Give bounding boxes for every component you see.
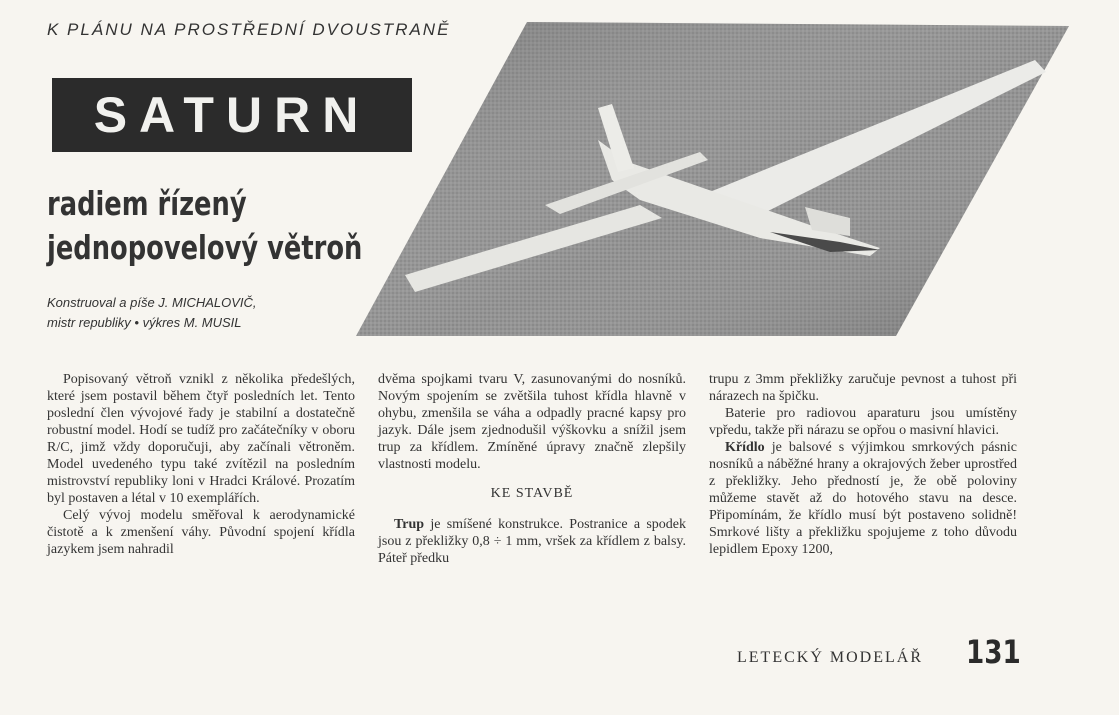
section-heading: KE STAVBĚ — [490, 486, 574, 501]
subtitle-line: jednopovelový větroň — [47, 228, 363, 267]
column-2 — [378, 371, 686, 567]
paragraph-lead: Trup — [394, 517, 425, 532]
page-number: 131 — [966, 633, 1021, 671]
paragraph — [709, 439, 1017, 558]
subtitle — [47, 182, 362, 270]
paragraph — [378, 516, 686, 567]
paragraph: trupu z 3mm překližky zaručuje pevnost a tuhost při nárazech na špičku. — [709, 372, 1017, 404]
magazine-name: LETECKÝ MODELÁŘ — [737, 649, 923, 666]
paragraph: dvěma spojkami tvaru V, zasunovanými do nosníků. Novým spojením se zvětšila tuhost křídla hlavně v ohybu, zmenšila se váha a odpadly pracné kapsy pro jazyk. Dále jsem zjednodušil výškovku a snížil jsem trup za křídlem. Zmíněné úpravy značně zlepšily vlastnosti modelu. — [378, 372, 686, 472]
credits-line: mistr republiky • výkres M. MUSIL — [47, 315, 242, 330]
paragraph: Baterie pro radiovou aparaturu jsou umístěny vpředu, takže při nárazu se opřou o masivní hlavici. — [709, 406, 1017, 438]
paragraph: Celý vývoj modelu směřoval k aerodynamické čistotě a k zmenšení váhy. Původní spojení křídla jazykem jsem nahradil — [47, 508, 355, 557]
article-title: SATURN — [93, 87, 371, 143]
paragraph-text: je smíšené konstrukce. Postranice a spodek jsou z překližky 0,8 ÷ 1 mm, vršek za křídlem z balsy. Páteř předku — [378, 517, 686, 566]
credits-line: Konstruoval a píše J. MICHALOVIČ, — [47, 295, 257, 310]
column-1 — [47, 371, 355, 558]
subtitle-line: radiem řízený — [47, 184, 247, 223]
title-banner — [52, 78, 412, 152]
kicker: K PLÁNU NA PROSTŘEDNÍ DVOUSTRANĚ — [47, 20, 451, 39]
column-3 — [709, 371, 1017, 558]
paragraph-text: je balsové s výjimkou smrkových pásnic nosníků a náběžné hrany a okrajových žeber uprostřed z překližky. Jeho předností je, že obě poloviny můžeme stavět až do hotového stavu na desce. Připomínám, že křídlo musí být postaveno solidně! Smrkové lišty a překližku spojujeme z toho důvodu lepidlem Epoxy 1200, — [709, 440, 1017, 557]
paragraph: Popisovaný větroň vznikl z několika předešlých, které jsem postavil během čtyř posledních let. Tento poslední člen vývojové řady je stabilní a dostatečně robustní model. Hodí se tudíž pro začátečníky v oboru R/C, jimž vždy doporučuji, aby začínali větroněm. Model uvedeného typu také zvítězil na posledním mistrovství republiky loni v Hradci Králové. Prozatím byl postaven a létal v 10 exemplářích. — [47, 372, 355, 506]
paragraph-lead: Křídlo — [725, 440, 765, 455]
credits — [47, 293, 257, 333]
